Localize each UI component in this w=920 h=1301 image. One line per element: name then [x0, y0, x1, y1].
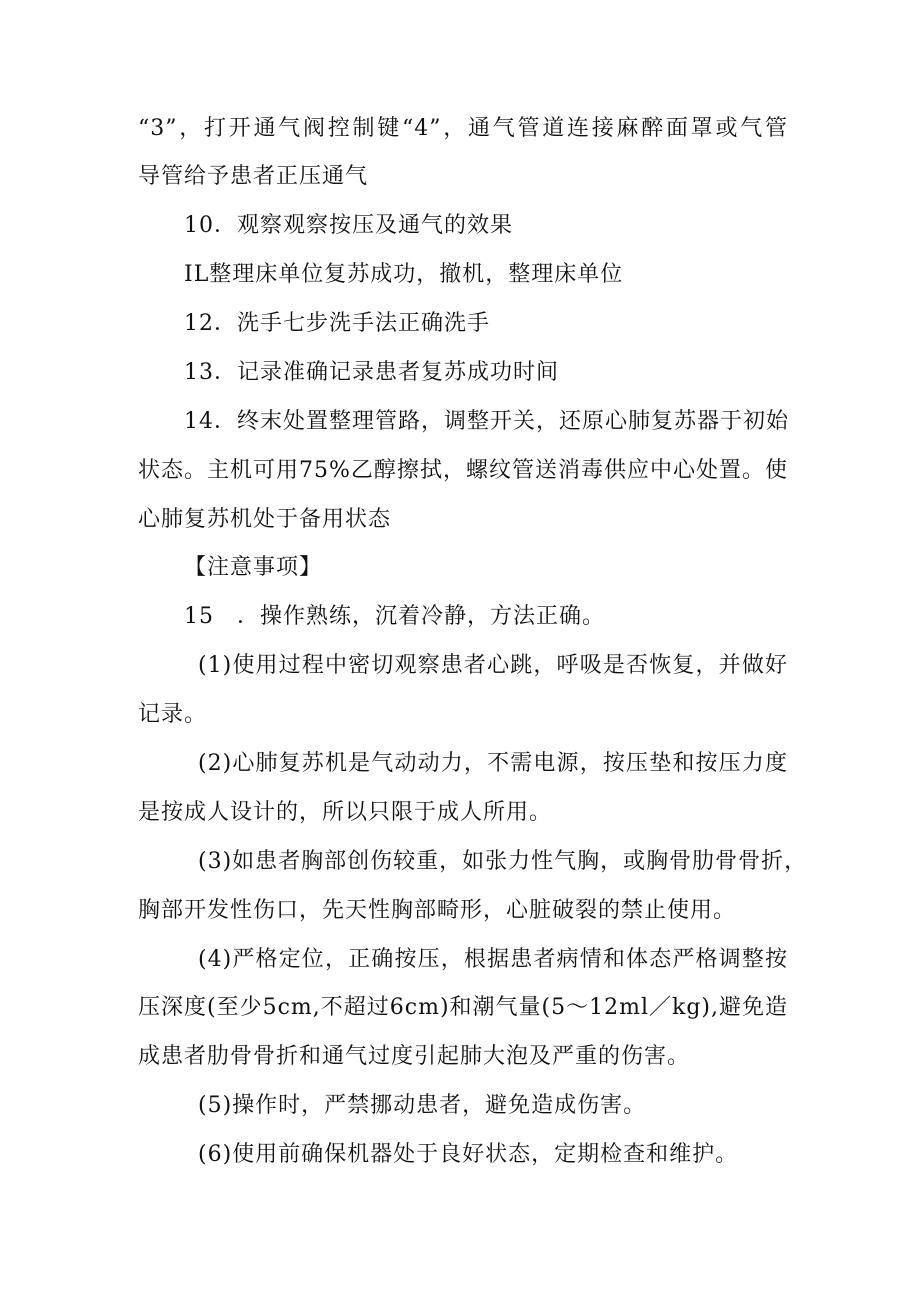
step-15-line: 15 ．操作熟练，沉着冷静，方法正确。 [184, 604, 605, 629]
note-3-line: (3)如患者胸部创伤较重，如张力性气胸，或胸骨肋骨骨折， [198, 849, 808, 874]
step-12-line: 12．洗手七步洗手法正确洗手 [184, 311, 490, 336]
note-2-line: (2)心肺复苏机是气动动力，不需电源，按压垫和按压力度 [198, 751, 788, 776]
paragraph-line: “3”，打开通气阀控制键“4”，通气管道连接麻醉面罩或气管 [138, 116, 788, 141]
paragraph-line: 导管给予患者正压通气 [138, 164, 369, 189]
step-13-line: 13．记录准确记录患者复苏成功时间 [184, 360, 559, 385]
paragraph-line: 压深度(至少5cm,不超过6cm)和潮气量(5～12ml／kg),避免造 [138, 995, 788, 1020]
note-1-line: (1)使用过程中密切观察患者心跳，呼吸是否恢复，并做好 [198, 653, 788, 678]
paragraph-line: 心肺复苏机处于备用状态 [138, 507, 392, 532]
step-11-line: IL整理床单位复苏成功，撤机，整理床单位 [184, 262, 624, 287]
paragraph-line: 是按成人设计的，所以只限于成人所用。 [138, 800, 553, 825]
note-4-line: (4)严格定位，正确按压，根据患者病情和体态严格调整按 [198, 947, 788, 972]
paragraph-line: 状态。主机可用75%乙醇擦拭，螺纹管送消毒供应中心处置。使 [138, 458, 788, 483]
paragraph-line: 成患者肋骨骨折和通气过度引起肺大泡及严重的伤害。 [138, 1044, 691, 1069]
step-10-line: 10．观察观察按压及通气的效果 [184, 213, 513, 238]
section-heading: 【注意事项】 [184, 555, 323, 580]
note-6-line: (6)使用前确保机器处于良好状态，定期检查和维护。 [198, 1142, 739, 1167]
paragraph-line: 记录。 [138, 702, 208, 727]
step-14-line: 14．终末处置整理管路，调整开关，还原心肺复苏器于初始 [184, 409, 789, 434]
paragraph-line: 胸部开发性伤口，先天性胸部畸形，心脏破裂的禁止使用。 [138, 898, 737, 923]
note-5-line: (5)操作时，严禁挪动患者，避免造成伤害。 [198, 1093, 647, 1118]
